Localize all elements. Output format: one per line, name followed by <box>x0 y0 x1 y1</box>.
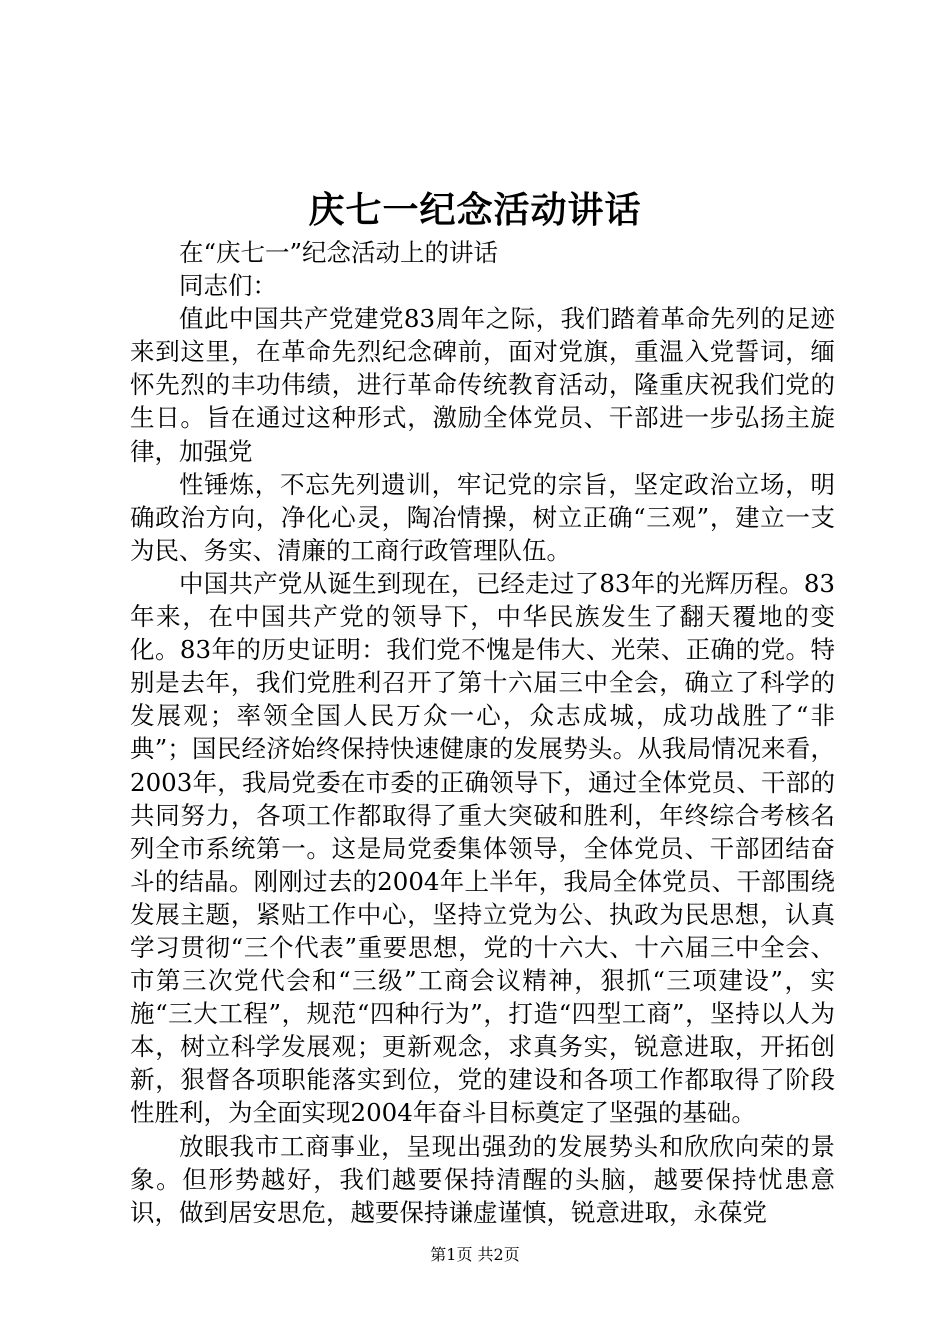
document-body <box>130 236 835 1229</box>
paragraph: 中国共产党从诞生到现在，已经走过了83年的光辉历程。83年来，在中国共产党的领导下，中华民族发生了翻天覆地的变化。83年的历史证明：我们党不愧是伟大、光荣、正确的党。特别是去年，我们党胜利召开了第十六届三中全会，确立了科学的发展观；率领全国人民万众一心，众志成城，成功战胜了“非典”；国民经济始终保持快速健康的发展势头。从我局情况来看，2003年，我局党委在市委的正确领导下，通过全体党员、干部的共同努力，各项工作都取得了重大突破和胜利，年终综合考核名列全市系统第一。这是局党委集体领导，全体党员、干部团结奋斗的结晶。刚刚过去的2004年上半年，我局全体党员、干部围绕发展主题，紧贴工作中心，坚持立党为公、执政为民思想，认真学习贯彻“三个代表”重要思想，党的十六大、十六届三中全会、市第三次党代会和“三级”工商会议精神，狠抓“三项建设”，实施“三大工程”，规范“四种行为”，打造“四型工商”，坚持以人为本，树立科学发展观；更新观念，求真务实，锐意进取，开拓创新，狠督各项职能落实到位，党的建设和各项工作都取得了阶段性胜利，为全面实现2004年奋斗目标奠定了坚强的基础。 <box>130 568 835 1128</box>
page-number-footer: 第1页 共2页 <box>430 1245 520 1264</box>
paragraph: 性锤炼，不忘先列遗训，牢记党的宗旨，坚定政治立场，明确政治方向，净化心灵，陶冶情操，树立正确“三观”，建立一支为民、务实、清廉的工商行政管理队伍。 <box>130 469 835 565</box>
paragraph: 放眼我市工商事业，呈现出强劲的发展势头和欣欣向荣的景象。但形势越好，我们越要保持清醒的头脑，越要保持忧患意识，做到居安思危，越要保持谦虚谨慎，锐意进取，永葆党 <box>130 1131 835 1227</box>
document-title: 庆七一纪念活动讲话 <box>308 189 642 231</box>
paragraph: 值此中国共产党建党83周年之际，我们踏着革命先列的足迹来到这里，在革命先烈纪念碑前，面对党旗，重温入党誓词，缅怀先烈的丰功伟绩，进行革命传统教育活动，隆重庆祝我们党的生日。旨在通过这种形式，激励全体党员、干部进一步弘扬主旋律，加强党 <box>130 304 835 466</box>
speech-subtitle: 在“庆七一”纪念活动上的讲话 <box>179 238 499 267</box>
salutation: 同志们： <box>179 271 277 301</box>
